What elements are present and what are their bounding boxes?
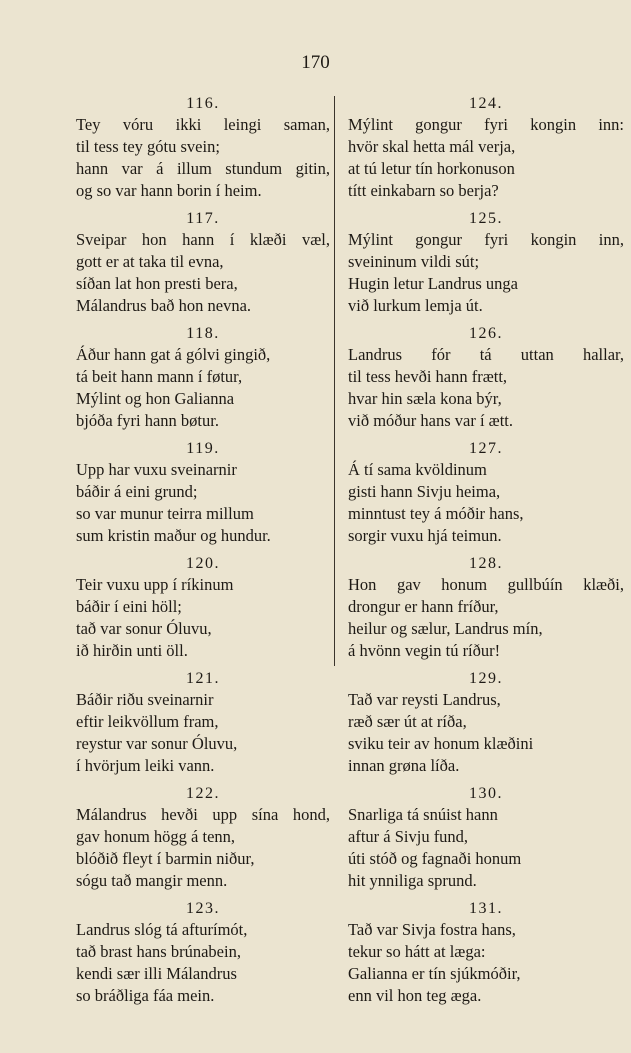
verse-line: gisti hann Sivju heima, [348,482,501,501]
verse-line: Málandrus hevði upp sína hond, [76,805,330,824]
verse-line: minntust tey á móðir hans, [348,504,524,523]
stanza [76,439,330,554]
verse-line: Tey vóru ikki leingi saman, [76,115,330,134]
verse-line: tað brast hans brúnabein, [76,942,241,961]
verse-line: á hvönn vegin tú ríður! [348,641,501,660]
stanza [76,899,330,1014]
verse-line: reystur var sonur Óluvu, [76,734,238,753]
verse-line: Á tí sama kvöldinum [348,460,487,479]
verse-line: síðan lat hon presti bera, [76,274,238,293]
verse-line: Tað var Sivja fostra hans, [348,920,516,939]
verse-line: aftur á Sivju fund, [348,827,469,846]
verse-line: hvör skal hetta mál verja, [348,137,516,156]
verse-line: drongur er hann fríður, [348,597,499,616]
stanza [76,94,330,209]
stanza-number: 123. [186,900,220,917]
verse-line: Upp har vuxu sveinarnir [76,460,237,479]
stanza [76,554,330,669]
verse-line: sviku teir av honum klæðini [348,734,534,753]
verse-line: enn vil hon teg æga. [348,986,482,1005]
verse-line: Tað var reysti Landrus, [348,690,501,709]
stanza [348,209,624,324]
stanza [76,324,330,439]
stanza [348,784,624,899]
verse-line: Mýlint og hon Galianna [76,389,235,408]
verse-line: Málandrus bað hon nevna. [76,296,252,315]
right-column [348,94,624,1014]
verse-line: hit ynniliga sprund. [348,871,477,890]
verse-line: sorgir vuxu hjá teimun. [348,526,502,545]
stanza-number: 130. [469,785,503,802]
verse-line: so var munur teirra millum [76,504,254,523]
verse-line: báðir í eini höll; [76,597,182,616]
verse-line: gott er at taka til evna, [76,252,224,271]
verse-line: til tess hevði hann frætt, [348,367,508,386]
stanza-number: 121. [186,670,220,687]
stanza [348,899,624,1014]
verse-line: báðir á eini grund; [76,482,198,501]
stanza-number: 128. [469,555,503,572]
stanza-number: 126. [469,325,503,342]
stanza-number: 125. [469,210,503,227]
verse-line: Landrus fór tá uttan hallar, [348,345,624,364]
stanza-number: 127. [469,440,503,457]
verse-line: Hugin letur Landrus unga [348,274,519,293]
verse-line: hvar hin sæla kona býr, [348,389,502,408]
stanza [348,439,624,554]
verse-line: Mýlint gongur fyri kongin inn: [348,115,624,134]
verse-line: úti stóð og fagnaði honum [348,849,522,868]
stanza-number: 129. [469,670,503,687]
stanza [348,669,624,784]
verse-line: so bráðliga fáa mein. [76,986,215,1005]
stanza-number: 131. [469,900,503,917]
verse-line: ræð sær út at ríða, [348,712,467,731]
verse-line: bjóða fyri hann bøtur. [76,411,219,430]
verse-line: eftir leikvöllum fram, [76,712,219,731]
stanza [348,94,624,209]
verse-line: sum kristin maður og hundur. [76,526,271,545]
verse-line: til tess tey gótu svein; [76,137,220,156]
stanza [76,784,330,899]
verse-line: tað var sonur Óluvu, [76,619,212,638]
verse-line: kendi sær illi Málandrus [76,964,237,983]
verse-line: heilur og sælur, Landrus mín, [348,619,543,638]
column-divider [334,96,335,666]
verse-line: í hvörjum leiki vann. [76,756,215,775]
stanza [348,324,624,439]
verse-line: við lurkum lemja út. [348,296,483,315]
verse-line: Teir vuxu upp í ríkinum [76,575,234,594]
stanza-number: 120. [186,555,220,572]
verse-line: Landrus slóg tá afturímót, [76,920,248,939]
stanza [76,209,330,324]
verse-line: tekur so hátt at læga: [348,942,486,961]
verse-line: Áður hann gat á gólvi gingið, [76,345,271,364]
verse-line: sveininum vildi sút; [348,252,480,271]
verse-line: við móður hans var í ætt. [348,411,513,430]
verse-line: Hon gav honum gullbúín klæði, [348,575,624,594]
verse-line: hann var á illum stundum gitin, [76,159,330,178]
stanza-number: 122. [186,785,220,802]
verse-line: Báðir riðu sveinarnir [76,690,214,709]
verse-line: og so var hann borin í heim. [76,181,262,200]
stanza-number: 119. [186,440,220,457]
verse-line: gav honum högg á tenn, [76,827,236,846]
verse-line: tá beit hann mann í føtur, [76,367,243,386]
verse-line: blóðið fleyt í barmin niður, [76,849,255,868]
verse-line: títt einkabarn so berja? [348,181,499,200]
stanza [348,554,624,669]
verse-line: Galianna er tín sjúkmóðir, [348,964,521,983]
verse-line: innan grøna líða. [348,756,460,775]
verse-line: at tú letur tín horkonuson [348,159,515,178]
stanza-number: 116. [186,95,220,112]
stanza-number: 117. [186,210,220,227]
verse-line: sógu tað mangir menn. [76,871,228,890]
verse-line: Sveipar hon hann í klæði væl, [76,230,330,249]
stanza-number: 118. [186,325,220,342]
verse-line: Mýlint gongur fyri kongin inn, [348,230,624,249]
page-number: 170 [301,52,330,73]
stanza [76,669,330,784]
stanza-number: 124. [469,95,503,112]
left-column [76,94,330,1014]
verse-line: Snarliga tá snúist hann [348,805,498,824]
verse-line: ið hirðin unti öll. [76,641,188,660]
